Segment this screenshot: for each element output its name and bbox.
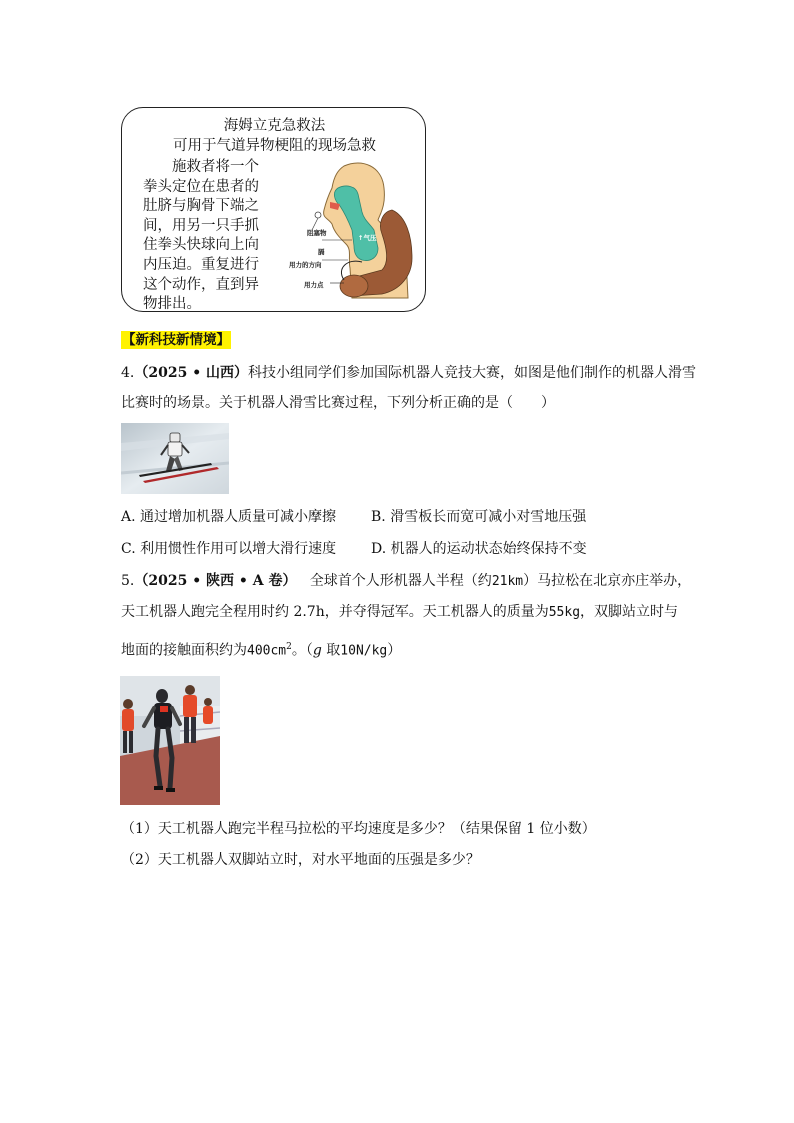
heimlich-line: 住拳头快球向上向 bbox=[143, 237, 259, 254]
q5-source: （2025 • 陕西 • A 卷） bbox=[134, 573, 297, 589]
q5-line1 bbox=[121, 571, 691, 592]
q5-area-exp: 2 bbox=[286, 642, 292, 652]
heimlich-line: 施救者将一个 bbox=[172, 159, 259, 175]
heimlich-info-box bbox=[121, 107, 426, 312]
heimlich-subtitle: 可用于气道异物梗阻的现场急救 bbox=[173, 138, 376, 154]
q5-sub2: （2）天工机器人双脚站立时，对水平地面的压强是多少？ bbox=[121, 852, 480, 868]
heimlich-line: 间，用另一只手抓 bbox=[143, 217, 259, 234]
q5-text-2a: 天工机器人跑完全程用时约 2.7h，并夺得冠军。天工机器人的质量为 bbox=[121, 604, 549, 620]
q4-source: （2025 • 山西） bbox=[134, 365, 249, 381]
q4-option-a[interactable] bbox=[121, 507, 336, 527]
label-air-pressure: ↑气压 bbox=[358, 234, 377, 242]
q5-g-value: 10N/kg bbox=[340, 643, 388, 659]
q5-g-symbol: g bbox=[312, 642, 322, 659]
option-text: 利用惯性作用可以增大滑行速度 bbox=[140, 541, 337, 557]
option-letter: B. bbox=[371, 509, 386, 525]
label-obstruction: 阻塞物 bbox=[307, 229, 327, 237]
q5-text-2b: ，双脚站立时与 bbox=[580, 604, 679, 620]
q5-line2 bbox=[121, 602, 678, 623]
heimlich-line: 拳头定位在患者的 bbox=[143, 178, 259, 195]
heimlich-title: 海姆立克急救法 bbox=[223, 118, 326, 134]
q5-text-3b: 。（ bbox=[291, 642, 313, 659]
q5-line3 bbox=[121, 637, 401, 662]
heimlich-line: 这个动作，直到异 bbox=[143, 276, 259, 293]
heimlich-line: 内压迫。重复进行 bbox=[143, 256, 259, 273]
q4-option-d[interactable] bbox=[371, 539, 587, 559]
option-letter: A. bbox=[121, 509, 136, 525]
label-air-pressure-text: 气压 bbox=[363, 234, 377, 242]
q5-text-3d: ） bbox=[387, 642, 402, 659]
q5-number: 5. bbox=[121, 573, 135, 589]
q4-line1 bbox=[121, 363, 696, 383]
q5-text-3a: 地面的接触面积约为 bbox=[121, 642, 247, 659]
q4-option-c[interactable] bbox=[121, 539, 336, 559]
q4-line2: 比赛时的场景。关于机器人滑雪比赛过程，下列分析正确的是（ ） bbox=[121, 395, 555, 411]
label-force-point: 用力点 bbox=[304, 281, 324, 289]
q5-text-1a: 全球首个人形机器人半程（约 bbox=[309, 573, 492, 589]
option-text: 机器人的运动状态始终保持不变 bbox=[390, 541, 587, 557]
ski-robot-photo bbox=[121, 423, 229, 494]
heimlich-line: 物排出。 bbox=[143, 296, 201, 313]
q4-stem-1: 科技小组同学们参加国际机器人竞技大赛，如图是他们制作的机器人滑雪 bbox=[248, 365, 697, 381]
section-tag: 【新科技新情境】 bbox=[122, 332, 230, 348]
label-diaphragm: 膈 bbox=[318, 248, 325, 256]
label-force-direction: 用力的方向 bbox=[289, 261, 322, 269]
q5-distance: 21km bbox=[491, 574, 524, 589]
q4-option-b[interactable] bbox=[371, 507, 586, 527]
option-letter: D. bbox=[371, 541, 387, 557]
q5-area: 400cm bbox=[247, 643, 287, 659]
option-text: 滑雪板长而宽可减小对雪地压强 bbox=[390, 509, 587, 525]
q5-text-3c: 取 bbox=[321, 642, 341, 659]
heimlich-line: 肚脐与胸骨下端之 bbox=[143, 198, 259, 215]
marathon-robot-photo bbox=[120, 676, 220, 805]
option-letter: C. bbox=[121, 541, 136, 557]
q5-text-1b: ）马拉松在北京亦庄举办， bbox=[523, 573, 692, 589]
heimlich-description bbox=[143, 158, 268, 315]
q5-sub1: （1）天工机器人跑完半程马拉松的平均速度是多少？（结果保留 1 位小数） bbox=[121, 821, 596, 837]
q4-number: 4. bbox=[121, 365, 135, 381]
option-text: 通过增加机器人质量可减小摩擦 bbox=[140, 509, 337, 525]
q5-mass: 55kg bbox=[548, 605, 581, 620]
heimlich-diagram bbox=[282, 158, 422, 308]
